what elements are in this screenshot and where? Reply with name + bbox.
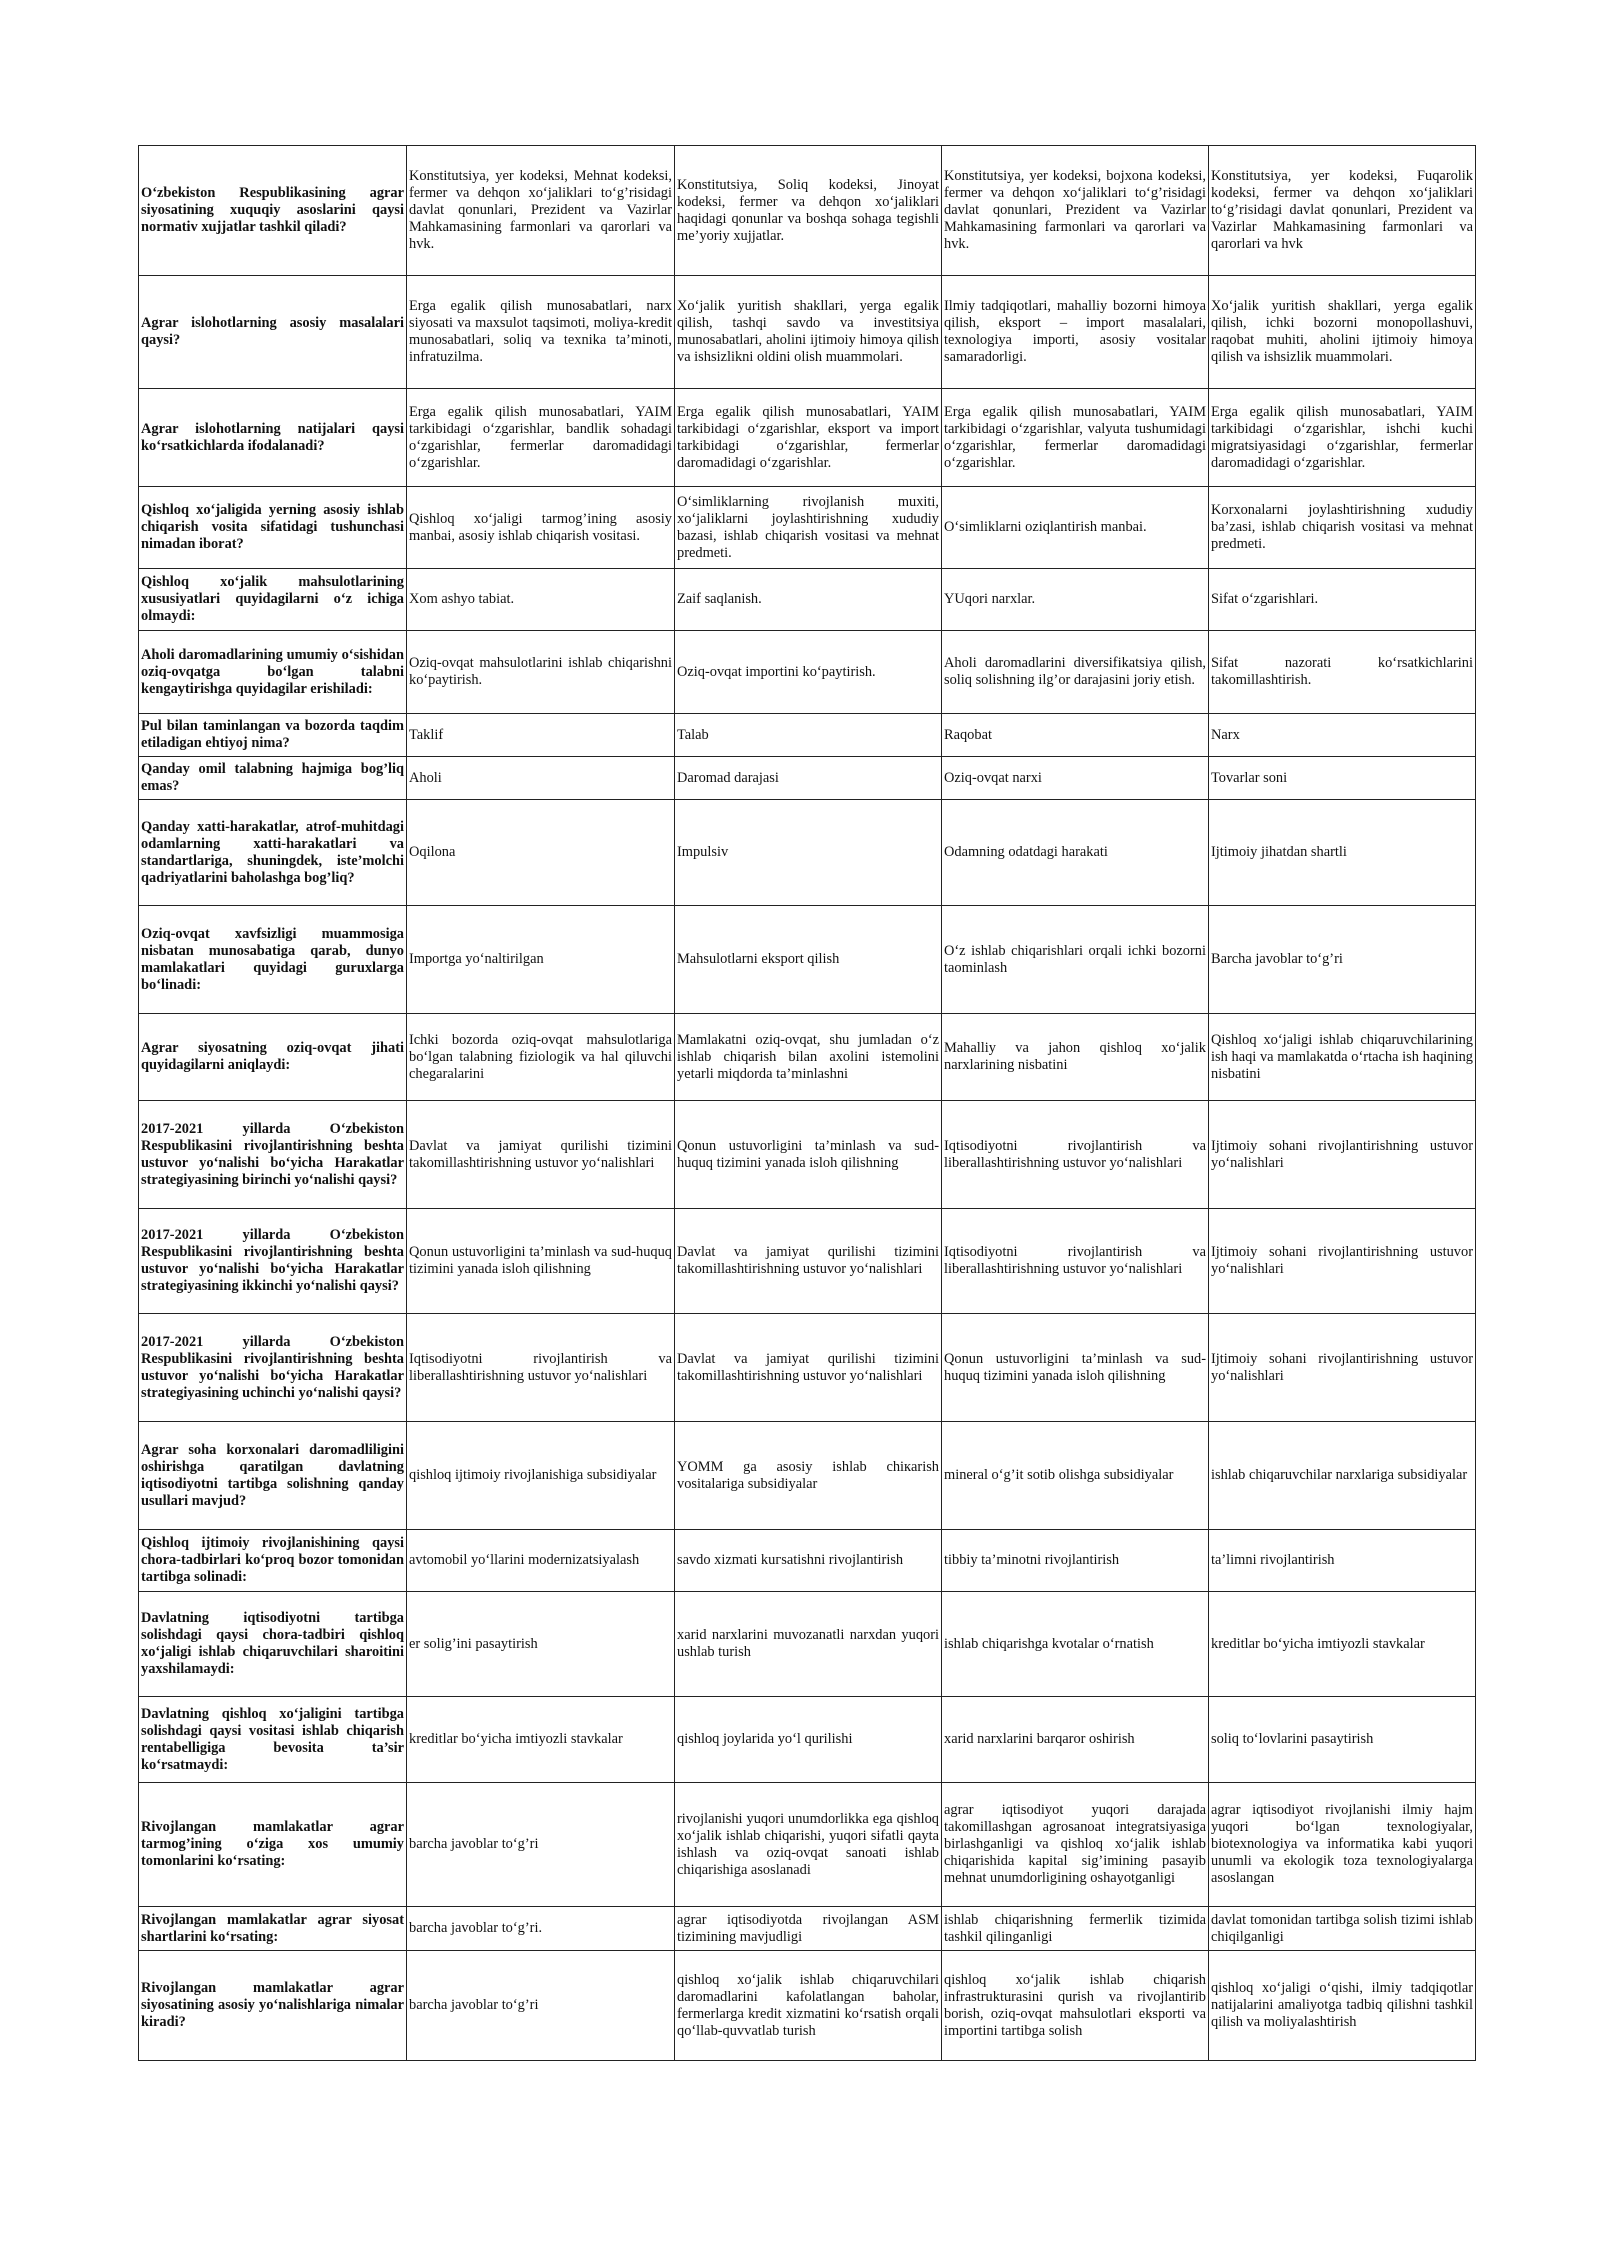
answer-option-2: Impulsiv: [675, 800, 942, 906]
answer-option-1: qishloq ijtimoiy rivojlanishiga subsidiyalar: [407, 1422, 675, 1530]
answer-option-1: barcha javoblar to‘g’ri: [407, 1783, 675, 1907]
answer-option-3: qishloq xo‘jalik ishlab chiqarish infrastrukturasini qurish va rivojlantirib borish, oziq-ovqat mahsulotlari eksporti va importini tartibga solish: [942, 1951, 1209, 2061]
question-row: [139, 1422, 1476, 1530]
answer-option-4: ta’limni rivojlantirish: [1209, 1530, 1476, 1592]
answer-option-2: Davlat va jamiyat qurilishi tizimini takomillashtirishning ustuvor yo‘nalishlari: [675, 1314, 942, 1422]
answer-option-2: xarid narxlarini muvozanatli narxdan yuqori ushlab turish: [675, 1592, 942, 1697]
answer-option-1: Iqtisodiyotni rivojlantirish va liberallashtirishning ustuvor yo‘nalishlari: [407, 1314, 675, 1422]
answer-option-2: Xo‘jalik yuritish shakllari, yerga egalik qilish, tashqi savdo va investitsiya munosabatlari, aholini ijtimoiy himoya qilish va ishsizlikni oldini olish muammolari.: [675, 276, 942, 389]
answer-option-1: Erga egalik qilish munosabatlari, YAIM tarkibidagi o‘zgarishlar, bandlik sohadagi o‘zgarishlar, fermerlar daromadidagi o‘zgarishlar.: [407, 389, 675, 487]
answer-option-3: xarid narxlarini barqaror oshirish: [942, 1697, 1209, 1783]
question-row: [139, 146, 1476, 276]
answer-option-3: Erga egalik qilish munosabatlari, YAIM tarkibidagi o‘zgarishlar, valyuta tushumidagi o‘zgarishlar, fermerlar daromadidagi o‘zgarishlar.: [942, 389, 1209, 487]
question-row: [139, 1014, 1476, 1101]
answer-option-2: agrar iqtisodiyotda rivojlangan ASM tizimining mavjudligi: [675, 1907, 942, 1951]
answer-option-4: Tovarlar soni: [1209, 757, 1476, 800]
question-cell: Qishloq xo‘jaligida yerning asosiy ishlab chiqarish vosita sifatidagi tushunchasi nimadan iborat?: [139, 487, 407, 569]
answer-option-4: Ijtimoiy sohani rivojlantirishning ustuvor yo‘nalishlari: [1209, 1314, 1476, 1422]
answer-option-1: Erga egalik qilish munosabatlari, narx siyosati va maxsulot taqsimoti, moliya-kredit munosabatlari, soliq va texnika ta’minoti, infratuzilma.: [407, 276, 675, 389]
answer-option-4: kreditlar bo‘yicha imtiyozli stavkalar: [1209, 1592, 1476, 1697]
answer-option-3: agrar iqtisodiyot yuqori darajada takomillashgan agrosanoat integratsiyasiga birlashganligi va qishloq xo‘jalik ishlab chiqarishida kapital sig’imining pasayib mehnat unumdorligining oshayotganligi: [942, 1783, 1209, 1907]
answer-option-1: er solig’ini pasaytirish: [407, 1592, 675, 1697]
answer-option-4: Ijtimoiy sohani rivojlantirishning ustuvor yo‘nalishlari: [1209, 1209, 1476, 1314]
answer-option-3: Iqtisodiyotni rivojlantirish va liberallashtirishning ustuvor yo‘nalishlari: [942, 1101, 1209, 1209]
question-row: [139, 569, 1476, 631]
answer-option-2: qishloq xo‘jalik ishlab chiqaruvchilari daromadlarini kafolatlangan baholar, fermerlarga kredit xizmatini ko‘rsatish orqali qo‘llab-quvvatlab turish: [675, 1951, 942, 2061]
answer-option-2: savdo xizmati kuгsatishni rivojlantirish: [675, 1530, 942, 1592]
answer-option-4: soliq to‘lovlarini pasaytirish: [1209, 1697, 1476, 1783]
answer-option-1: Konstitutsiya, yer kodeksi, Mehnat kodeksi, fermer va dehqon xo‘jaliklari to‘g’risidagi davlat qonunlari, Prezident va Vazirlar Mahkamasining farmonlari va qarorlari va hvk.: [407, 146, 675, 276]
question-row: [139, 1697, 1476, 1783]
answer-option-3: Qonun ustuvorligini ta’minlash va sud-huquq tizimini yanada isloh qilishning: [942, 1314, 1209, 1422]
answer-option-2: Zaif saqlanish.: [675, 569, 942, 631]
question-cell: Agrar islohotlarning natijalari qaysi ko‘rsatkichlarda ifodalanadi?: [139, 389, 407, 487]
answer-option-1: barcha javoblar to‘g’ri.: [407, 1907, 675, 1951]
answer-option-1: Oziq-ovqat mahsulotlarini ishlab chiqarishni ko‘paytirish.: [407, 631, 675, 714]
question-cell: Qanday xatti-harakatlar, atrof-muhitdagi odamlarning xatti-harakatlari va standartlariga, shuningdek, iste’molchi qadriyatlarini baholashga bog’liq?: [139, 800, 407, 906]
answer-option-2: Mamlakatni oziq-ovqat, shu jumladan o‘z ishlab chiqarish bilan axolini istemolini yetarli miqdorda ta’minlashni: [675, 1014, 942, 1101]
answer-option-3: YUqori narxlar.: [942, 569, 1209, 631]
answer-option-3: Iqtisodiyotni rivojlantirish va liberallashtirishning ustuvor yo‘nalishlari: [942, 1209, 1209, 1314]
answer-option-2: Oziq-ovqat importini ko‘paytirish.: [675, 631, 942, 714]
question-cell: Agrar islohotlarning asosiy masalalari qaysi?: [139, 276, 407, 389]
question-row: [139, 800, 1476, 906]
answer-option-4: Konstitutsiya, yer kodeksi, Fuqarolik kodeksi, fermer va dehqon xo‘jaliklari to‘g’risidagi davlat qonunlari, Prezident va Vazirlar Mahkamasining farmonlari va qarorlari va hvk: [1209, 146, 1476, 276]
question-row: [139, 1314, 1476, 1422]
answer-option-1: Xom ashyo tabiat.: [407, 569, 675, 631]
question-row: [139, 757, 1476, 800]
question-row: [139, 1592, 1476, 1697]
answer-option-1: Davlat va jamiyat qurilishi tizimini takomillashtirishning ustuvor yo‘nalishlari: [407, 1101, 675, 1209]
question-cell: Oziq-ovqat xavfsizligi muammosiga nisbatan munosabatiga qarab, dunyo mamlakatlari quyidagi guruxlarga bo‘linadi:: [139, 906, 407, 1014]
answer-option-3: Aholi daromadlarini diversifikatsiya qilish, soliq solishning ilg’or darajasini joriy etish.: [942, 631, 1209, 714]
answer-option-1: Qonun ustuvorligini ta’minlash va sud-huquq tizimini yanada isloh qilishning: [407, 1209, 675, 1314]
answer-option-1: barcha javoblar to‘g’ri: [407, 1951, 675, 2061]
answer-option-1: Importga yo‘naltirilgan: [407, 906, 675, 1014]
answer-option-3: O‘simliklarni oziqlantirish manbai.: [942, 487, 1209, 569]
answer-option-4: Korxonalarni joylashtirishning xududiy ba’zasi, ishlab chiqarish vositasi va mehnat predmeti.: [1209, 487, 1476, 569]
question-cell: Pul bilan taminlangan va bozorda taqdim etiladigan ehtiyoj nima?: [139, 714, 407, 757]
question-cell: Agrar siyosatning oziq-ovqat jihati quyidagilarni aniqlaydi:: [139, 1014, 407, 1101]
question-cell: 2017-2021 yillarda O‘zbekiston Respublikasini rivojlantirishning beshta ustuvor yo‘nalishi bo‘yicha Harakatlar strategiyasining uchinchi yo‘nalishi qaysi?: [139, 1314, 407, 1422]
answer-option-3: mineral o‘g’it sotib olishga subsidiyalar: [942, 1422, 1209, 1530]
answer-option-4: qishloq xo‘jaligi o‘qishi, ilmiy tadqiqotlar natijalarini amaliyotga tadbiq qilishni tashkil qilish va moliyalashtirish: [1209, 1951, 1476, 2061]
answer-option-2: Konstitutsiya, Soliq kodeksi, Jinoyat kodeksi, fermer va dehqon xo‘jaliklari haqidagi qonunlar va boshqa sohaga tegishli me’yoriy xujjatlar.: [675, 146, 942, 276]
question-cell: Rivojlangan mamlakatlar agrar tarmog’ining o‘ziga xos umumiy tomonlarini ko‘rsating:: [139, 1783, 407, 1907]
questions-table: [138, 145, 1476, 2061]
question-cell: 2017-2021 yillarda O‘zbekiston Respublikasini rivojlantirishning beshta ustuvor yo‘nalishi bo‘yicha Harakatlar strategiyasining birinchi yo‘nalishi qaysi?: [139, 1101, 407, 1209]
answer-option-4: Ijtimoiy sohani rivojlantirishning ustuvor yo‘nalishlari: [1209, 1101, 1476, 1209]
answer-option-4: Sifat nazorati ko‘rsatkichlarini takomillashtirish.: [1209, 631, 1476, 714]
answer-option-3: ishlab chiqarishning fermerlik tizimida tashkil qilinganligi: [942, 1907, 1209, 1951]
answer-option-2: Qonun ustuvorligini ta’minlash va sud-huquq tizimini yanada isloh qilishning: [675, 1101, 942, 1209]
question-row: [139, 389, 1476, 487]
answer-option-3: Mahalliy va jahon qishloq xo‘jalik narxlarining nisbatini: [942, 1014, 1209, 1101]
answer-option-4: Sifat o‘zgarishlari.: [1209, 569, 1476, 631]
question-row: [139, 631, 1476, 714]
answer-option-3: Raqobat: [942, 714, 1209, 757]
question-cell: Qishloq xo‘jalik mahsulotlarining xususiyatlari quyidagilarni o‘z ichiga olmaydi:: [139, 569, 407, 631]
question-cell: Qishloq ijtimoiy rivojlanishining qaysi chora-tadbirlari ko‘proq bozor tomonidan tartibga solinadi:: [139, 1530, 407, 1592]
answer-option-1: Aholi: [407, 757, 675, 800]
answer-option-4: Ijtimoiy jihatdan shartli: [1209, 800, 1476, 906]
answer-option-4: Barcha javoblar to‘g’ri: [1209, 906, 1476, 1014]
answer-option-3: ishlab chiqarishga kvotalar o‘rnatish: [942, 1592, 1209, 1697]
question-row: [139, 1951, 1476, 2061]
question-row: [139, 714, 1476, 757]
answer-option-4: ishlab chiqaruvchilar narxlariga subsidiyalar: [1209, 1422, 1476, 1530]
answer-option-2: qishloq joylarida yo‘l qurilishi: [675, 1697, 942, 1783]
answer-option-1: Qishloq xo‘jaligi tarmog’ining asosiy manbai, asosiy ishlab chiqarish vositasi.: [407, 487, 675, 569]
question-cell: Agrar soha korxonalari daromadliligini oshirishga qaratilgan davlatning iqtisodiyotni tartibga solishning qanday usullari mavjud?: [139, 1422, 407, 1530]
answer-option-2: Daromad darajasi: [675, 757, 942, 800]
question-row: [139, 1783, 1476, 1907]
answer-option-1: avtomobil yo‘llarini modernizatsiyalash: [407, 1530, 675, 1592]
answer-option-1: Oqilona: [407, 800, 675, 906]
answer-option-1: Taklif: [407, 714, 675, 757]
answer-option-4: davlat tomonidan tartibga solish tizimi ishlab chiqilganligi: [1209, 1907, 1476, 1951]
answer-option-2: Davlat va jamiyat qurilishi tizimini takomillashtirishning ustuvor yo‘nalishlari: [675, 1209, 942, 1314]
answer-option-3: O‘z ishlab chiqarishlari orqali ichki bozorni taominlash: [942, 906, 1209, 1014]
question-cell: Aholi daromadlarining umumiy o‘sishidan oziq-ovqatga bo‘lgan talabni kengaytirishga quyidagilar erishiladi:: [139, 631, 407, 714]
answer-option-3: Oziq-ovqat narxi: [942, 757, 1209, 800]
question-row: [139, 487, 1476, 569]
question-cell: Davlatning iqtisodiyotni tartibga solishdagi qaysi chora-tadbiri qishloq xo‘jaligi ishlab chiqaruvchilari sharoitini yaxshilamaydi:: [139, 1592, 407, 1697]
answer-option-4: Qishloq xo‘jaligi ishlab chiqaruvchilarining ish haqi va mamlakatda o‘rtacha ish haqining nisbatini: [1209, 1014, 1476, 1101]
answer-option-3: tibbiy ta’minotni rivojlantirish: [942, 1530, 1209, 1592]
answer-option-1: kreditlar bo‘yicha imtiyozli stavkalar: [407, 1697, 675, 1783]
question-row: [139, 1209, 1476, 1314]
question-cell: Qanday omil talabning hajmiga bog’liq emas?: [139, 757, 407, 800]
answer-option-4: agrar iqtisodiyot rivojlanishi ilmiy hajm yuqori bo‘lgan texnologiyalar, biotexnologiya va informatika kabi yuqori unumli va ekologik toza texnologiyalarga asoslangan: [1209, 1783, 1476, 1907]
answer-option-2: O‘simliklarning rivojlanish muxiti, xo‘jaliklarni joylashtirishning xududiy bazasi, ishlab chiqarish vositasi va mehnat predmeti.: [675, 487, 942, 569]
question-cell: 2017-2021 yillarda O‘zbekiston Respublikasini rivojlantirishning beshta ustuvor yo‘nalishi bo‘yicha Harakatlar strategiyasining ikkinchi yo‘nalishi qaysi?: [139, 1209, 407, 1314]
answer-option-2: YOMM ga asosiy ishlab chiкarish vositalariga subsidiyalar: [675, 1422, 942, 1530]
answer-option-4: Erga egalik qilish munosabatlari, YAIM tarkibidagi o‘zgarishlar, ishchi kuchi migratsiyasidagi o‘zgarishlar, fermerlar daromadidagi o‘zgarishlar.: [1209, 389, 1476, 487]
answer-option-3: Odamning odatdagi harakati: [942, 800, 1209, 906]
answer-option-2: Talab: [675, 714, 942, 757]
answer-option-2: rivojlanishi yuqori unumdorlikka ega qishloq xo‘jalik ishlab chiqarishi, yuqori sifatli qayta ishlash va oziq-ovqat sanoati ishlab chiqarishiga asoslanadi: [675, 1783, 942, 1907]
question-cell: Rivojlangan mamlakatlar agrar siyosat shartlarini ko‘rsating:: [139, 1907, 407, 1951]
questions-table-body: [139, 146, 1476, 2061]
answer-option-2: Mahsulotlarni eksport qilish: [675, 906, 942, 1014]
question-cell: O‘zbekiston Respublikasining agrar siyosatining xuquqiy asoslarini qaysi normativ xujjatlar tashkil qiladi?: [139, 146, 407, 276]
question-cell: Rivojlangan mamlakatlar agrar siyosatining asosiy yo‘nalishlariga nimalar kiradi?: [139, 1951, 407, 2061]
answer-option-2: Erga egalik qilish munosabatlari, YAIM tarkibidagi o‘zgarishlar, eksport va import tarkibidagi o‘zgarishlar, fermerlar daromadidagi o‘zgarishlar.: [675, 389, 942, 487]
answer-option-4: Xo‘jalik yuritish shakllari, yerga egalik qilish, ichki bozorni monopollashuvi, raqobat muhiti, aholini ijtimoiy himoya qilish va ishsizlik muammolari.: [1209, 276, 1476, 389]
answer-option-3: Ilmiy tadqiqotlari, mahalliy bozorni himoya qilish, eksport – import masalalari, texnologiya importi, asosiy vositalar samaradorligi.: [942, 276, 1209, 389]
answer-option-4: Narx: [1209, 714, 1476, 757]
question-cell: Davlatning qishloq xo‘jaligini tartibga solishdagi qaysi vositasi ishlab chiqarish rentabelligiga bevosita ta’sir ko‘rsatmaydi:: [139, 1697, 407, 1783]
question-row: [139, 1530, 1476, 1592]
question-row: [139, 276, 1476, 389]
answer-option-3: Konstitutsiya, yer kodeksi, bojxona kodeksi, fermer va dehqon xo‘jaliklari to‘g’risidagi davlat qonunlari, Prezident va Vazirlar Mahkamasining farmonlari va qarorlari va hvk.: [942, 146, 1209, 276]
question-row: [139, 1907, 1476, 1951]
question-row: [139, 1101, 1476, 1209]
answer-option-1: Ichki bozorda oziq-ovqat mahsulotlariga bo‘lgan talabning fiziologik va hal qiluvchi chegaralarini: [407, 1014, 675, 1101]
question-row: [139, 906, 1476, 1014]
